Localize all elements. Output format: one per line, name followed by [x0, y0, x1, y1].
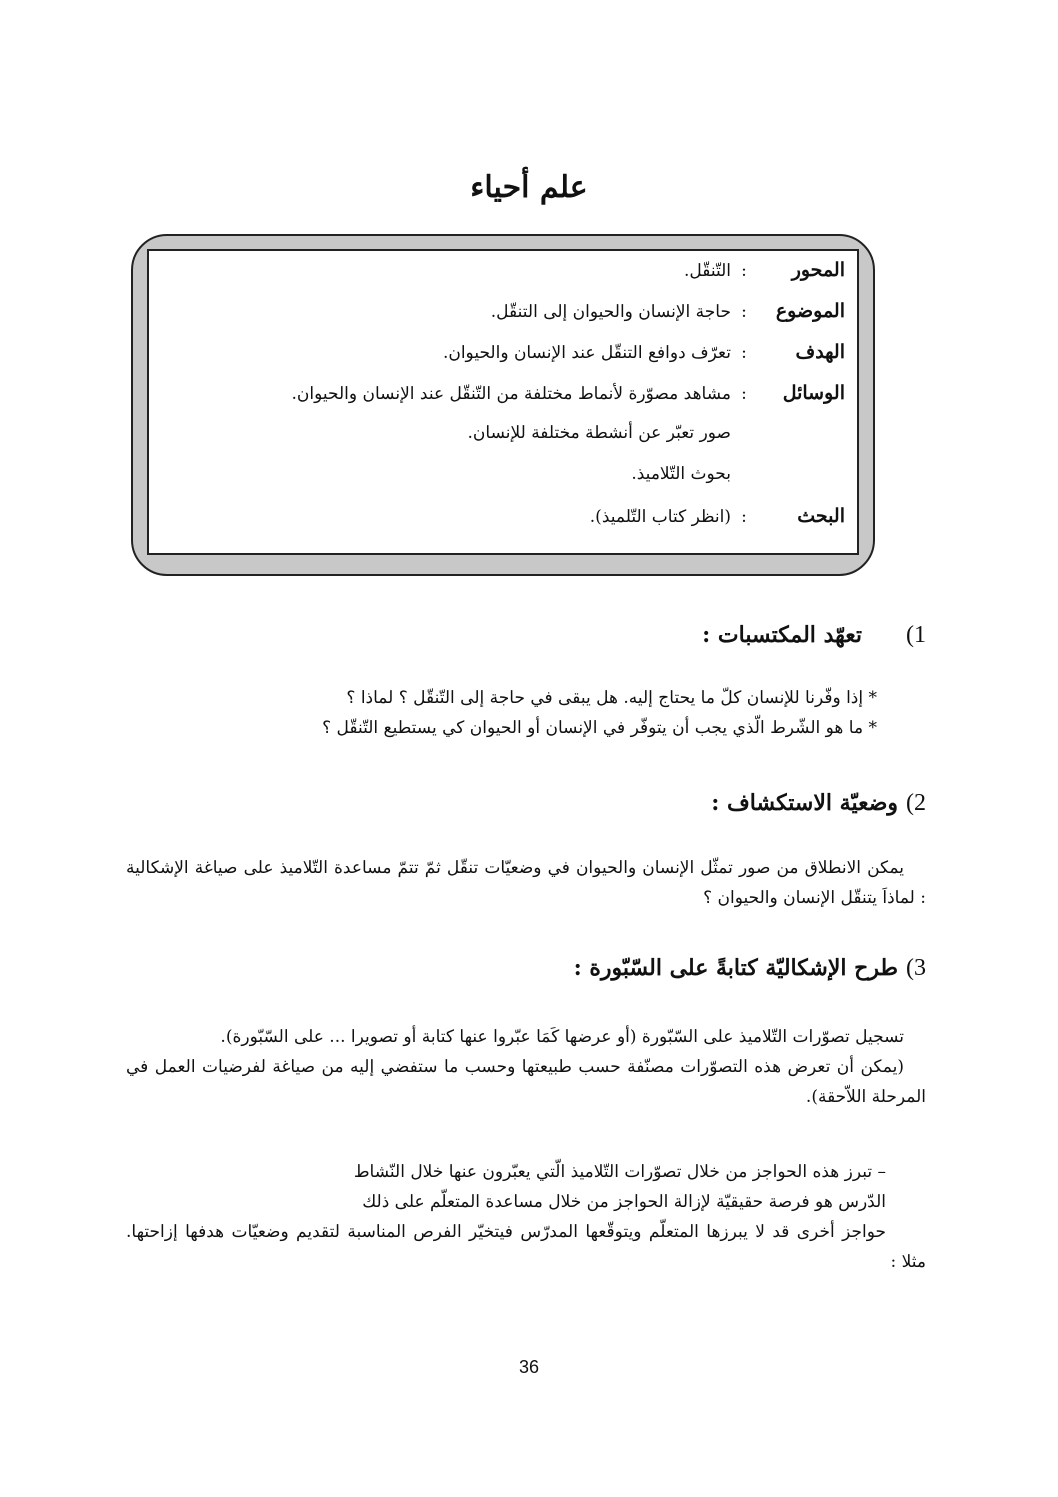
info-label: البحث	[797, 505, 845, 527]
info-row-goal	[149, 341, 857, 382]
paragraph: تسجيل تصوّرات التّلاميذ على السّبّورة (أو عرضها كَمَا عبّروا عنها كتابة أو تصويرا ... على السّبّورة).	[220, 1027, 904, 1047]
info-value: حاجة الإنسان والحيوان إلى التنقّل.	[490, 302, 731, 322]
info-value: بحوث التّلاميذ.	[631, 464, 731, 484]
info-colon: :	[741, 507, 747, 527]
info-value: مشاهد مصوّرة لأنماط مختلفة من التّنقّل عند الإنسان والحيوان.	[291, 384, 731, 404]
info-colon: :	[741, 261, 747, 281]
info-row-research	[149, 505, 857, 546]
info-row-topic	[149, 300, 857, 341]
section-3-paragraph	[126, 1022, 926, 1112]
info-label: الهدف	[795, 341, 845, 363]
section-heading-1	[702, 622, 926, 649]
info-colon: :	[741, 343, 747, 363]
note-line: – تبرز هذه الحواجز من خلال تصوّرات التّلاميذ الّتي يعبّرون عنها خلال النّشاط	[353, 1162, 886, 1182]
info-colon: :	[741, 302, 747, 322]
info-row-axis	[149, 259, 857, 300]
info-row-means	[149, 382, 857, 423]
question-line: * إذا وفّرنا للإنسان كلّ ما يحتاج إليه. هل يبقى في حاجة إلى التّنقّل ؟ لماذا ؟	[346, 688, 877, 708]
info-value: صور تعبّر عن أنشطة مختلفة للإنسان.	[467, 423, 731, 443]
info-colon: :	[741, 384, 747, 404]
info-value: (انظر كتاب التّلميذ).	[589, 507, 731, 527]
note-line: الدّرس هو فرصة حقيقيّة لإزالة الحواجز من خلال مساعدة المتعلّم على ذلك	[362, 1192, 886, 1212]
section-heading-3	[574, 955, 926, 982]
section-2-paragraph	[126, 853, 926, 913]
section-number: 1)	[906, 622, 926, 648]
info-value: تعرّف دوافع التنقّل عند الإنسان والحيوان.	[442, 343, 731, 363]
question-line: * ما هو الشّرط الّذي يجب أن يتوفّر في الإنسان أو الحيوان كي يستطيع التّنقّل ؟	[322, 718, 877, 738]
info-value: التّنقّل.	[683, 261, 731, 281]
paragraph: يمكن الانطلاق من صور تمثّل الإنسان والحيوان في وضعيّات تنقّل ثمّ تتمّ مساعدة التّلاميذ على صياغة الإشكالية : لماذاَ يتنقّل الإنسان والحيوان ؟	[126, 858, 926, 908]
paragraph: (يمكن أن تعرض هذه التصوّرات مصنّفة حسب طبيعتها وحسب ما ستفضي إليه من صياغة لفرضيات العمل في المرحلة اللاّحقة).	[126, 1057, 926, 1107]
info-row-means-cont	[149, 423, 857, 464]
section-number: 3)	[906, 955, 926, 981]
section-title: تعهّد المكتسبات :	[702, 622, 862, 648]
info-label: الوسائل	[782, 382, 845, 404]
info-label: الموضوع	[775, 300, 845, 322]
section-3-notes	[126, 1157, 926, 1277]
section-number: 2)	[906, 790, 926, 816]
section-heading-2	[711, 790, 926, 817]
info-box	[147, 249, 859, 555]
info-label: المحور	[791, 259, 845, 281]
info-row-means-cont	[149, 464, 857, 505]
note-line: حواجز أخرى قد لا يبرزها المتعلّم ويتوقّعها المدرّس فيتخيّر الفرص المناسبة لتقديم وضعيّات هدفها إزاحتها. مثلا :	[126, 1222, 926, 1272]
page-number: 36	[518, 1357, 540, 1377]
section-1-questions	[177, 683, 877, 743]
page-title: علم أحياء	[470, 170, 588, 205]
section-title: طرح الإشكاليّة كتابةً على السّبّورة :	[573, 955, 898, 981]
section-title: وضعيّة الاستكشاف :	[711, 790, 898, 816]
